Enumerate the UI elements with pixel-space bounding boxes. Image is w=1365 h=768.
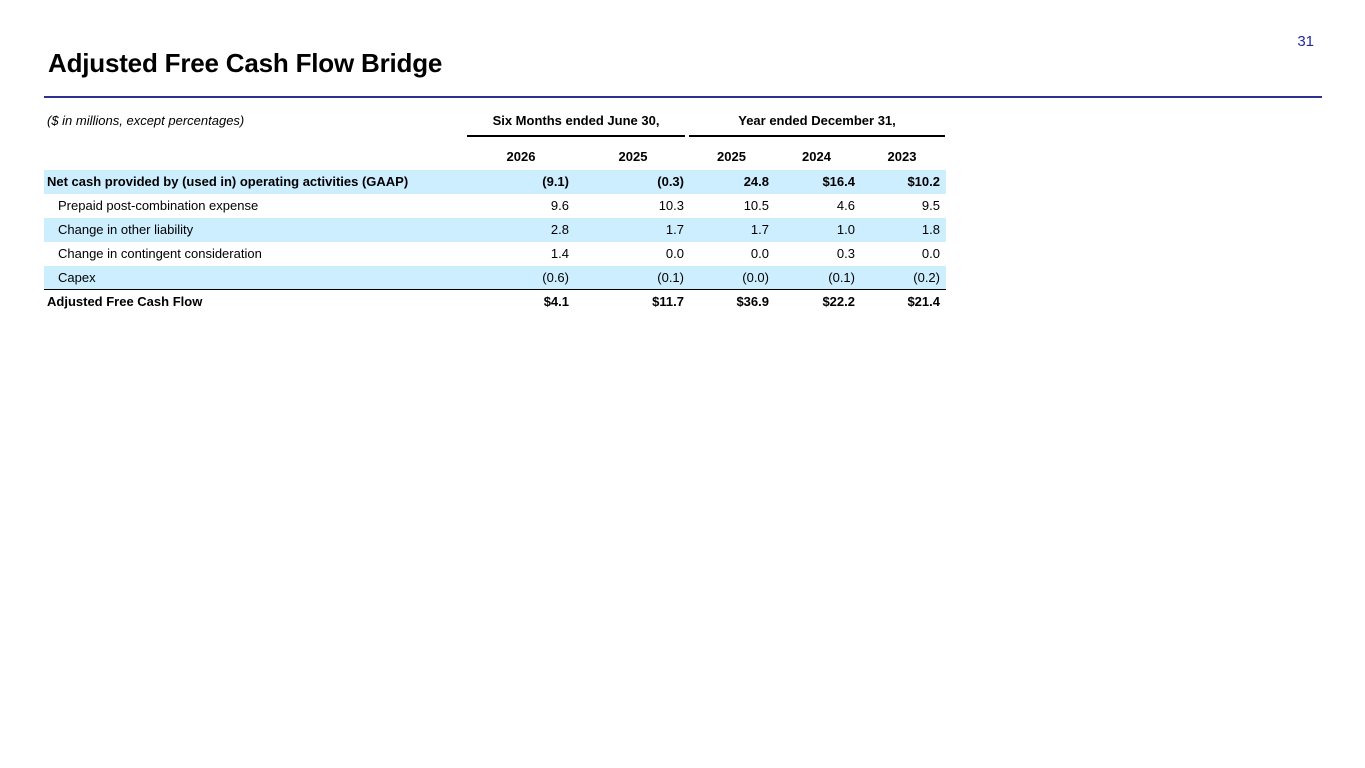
- table-cell: 1.0: [836, 222, 855, 237]
- year-header: 2023: [887, 149, 917, 164]
- table-cell: $10.2: [907, 174, 940, 189]
- table-row-operating-cash: [44, 170, 946, 194]
- table-cell: 1.7: [750, 222, 769, 237]
- table-cell: $22.2: [822, 294, 855, 309]
- table-cell: (0.6): [542, 270, 569, 285]
- year-header: 2025: [717, 149, 746, 164]
- table-cell: (0.0): [742, 270, 769, 285]
- table-cell: $16.4: [822, 174, 855, 189]
- table-cell: 0.0: [665, 246, 684, 261]
- cash-flow-table: [44, 108, 946, 314]
- year-header: 2025: [618, 149, 648, 164]
- table-cell: (0.1): [657, 270, 684, 285]
- row-label: Adjusted Free Cash Flow: [47, 294, 203, 309]
- table-cell: 1.7: [665, 222, 684, 237]
- table-cell: $11.7: [652, 294, 684, 309]
- table-cell: 9.5: [921, 198, 940, 213]
- year-header-row: [44, 143, 946, 170]
- page-title: Adjusted Free Cash Flow Bridge: [48, 48, 443, 78]
- table-cell: (0.2): [913, 270, 940, 285]
- table-cell: 0.0: [750, 246, 769, 261]
- table-cell: 1.8: [921, 222, 940, 237]
- table-header: [44, 108, 946, 143]
- table-cell: 0.3: [836, 246, 855, 261]
- page-number: 31: [1297, 33, 1314, 50]
- group-header-six-months: Six Months ended June 30,: [467, 113, 685, 137]
- table-row-adjusted-fcf: [44, 290, 946, 314]
- table-row-other-liability: [44, 218, 946, 242]
- table-cell: 2.8: [550, 222, 569, 237]
- table-cell: 10.5: [743, 198, 769, 213]
- table-cell: $36.9: [736, 294, 769, 309]
- group-header-year-ended: Year ended December 31,: [689, 113, 945, 137]
- table-cell: 24.8: [743, 174, 769, 189]
- year-header: 2026: [506, 149, 536, 164]
- table-cell: 9.6: [550, 198, 569, 213]
- table-cell: $21.4: [907, 294, 940, 309]
- row-label: Net cash provided by (used in) operating activities (GAAP): [47, 174, 409, 189]
- year-header: 2024: [802, 149, 831, 164]
- table-cell: 1.4: [550, 246, 569, 261]
- table-row-prepaid: [44, 194, 946, 218]
- table-cell: 0.0: [921, 246, 940, 261]
- table-cell: 4.6: [836, 198, 855, 213]
- row-label: Capex: [58, 270, 96, 285]
- title-divider: [44, 96, 1322, 98]
- table-row-capex: [44, 266, 946, 290]
- row-label: Prepaid post-combination expense: [58, 198, 259, 213]
- row-label: Change in other liability: [58, 222, 194, 237]
- table-cell: 10.3: [658, 198, 684, 213]
- row-label: Change in contingent consideration: [58, 246, 262, 261]
- table-row-contingent: [44, 242, 946, 266]
- table-cell: (9.1): [542, 174, 569, 189]
- table-cell: (0.3): [657, 174, 684, 189]
- table-cell: $4.1: [543, 294, 569, 309]
- units-note: ($ in millions, except percentages): [47, 113, 245, 128]
- table-cell: (0.1): [828, 270, 855, 285]
